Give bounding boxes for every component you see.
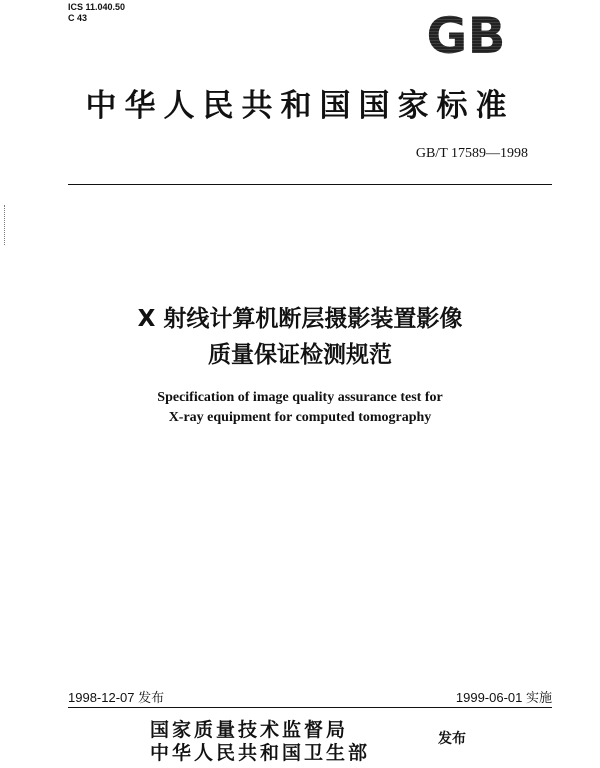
title-en-line2: X-ray equipment for computed tomography xyxy=(168,410,432,425)
issuer-line2: 中华人民共和国卫生部 xyxy=(150,742,371,764)
title-en-line1: Specification of image quality assurance test for xyxy=(157,390,443,405)
classification-codes xyxy=(68,2,125,24)
implementation-date: 1999-06-01 实施 xyxy=(455,690,552,705)
ics-code: ICS 11.040.50 xyxy=(68,2,126,12)
issue-date: 1998-12-07 发布 xyxy=(68,690,165,705)
standard-name: 中华人民共和国国家标准 xyxy=(85,88,515,124)
class-code: C 43 xyxy=(68,13,88,23)
logo-text: GB xyxy=(426,10,506,58)
title-cn-line2: 质量保证检测规范 xyxy=(208,342,392,368)
issued-label: 发布 xyxy=(438,731,466,747)
header-divider xyxy=(68,184,552,185)
issuer-line1: 国家质量技术监督局 xyxy=(150,719,349,741)
gb-logo xyxy=(410,10,522,58)
standard-number: GB/T 17589—1998 xyxy=(415,146,528,161)
footer-divider xyxy=(68,707,552,708)
title-cn-line1: X 射线计算机断层摄影装置影像 xyxy=(137,306,463,332)
margin-marks xyxy=(4,205,9,245)
